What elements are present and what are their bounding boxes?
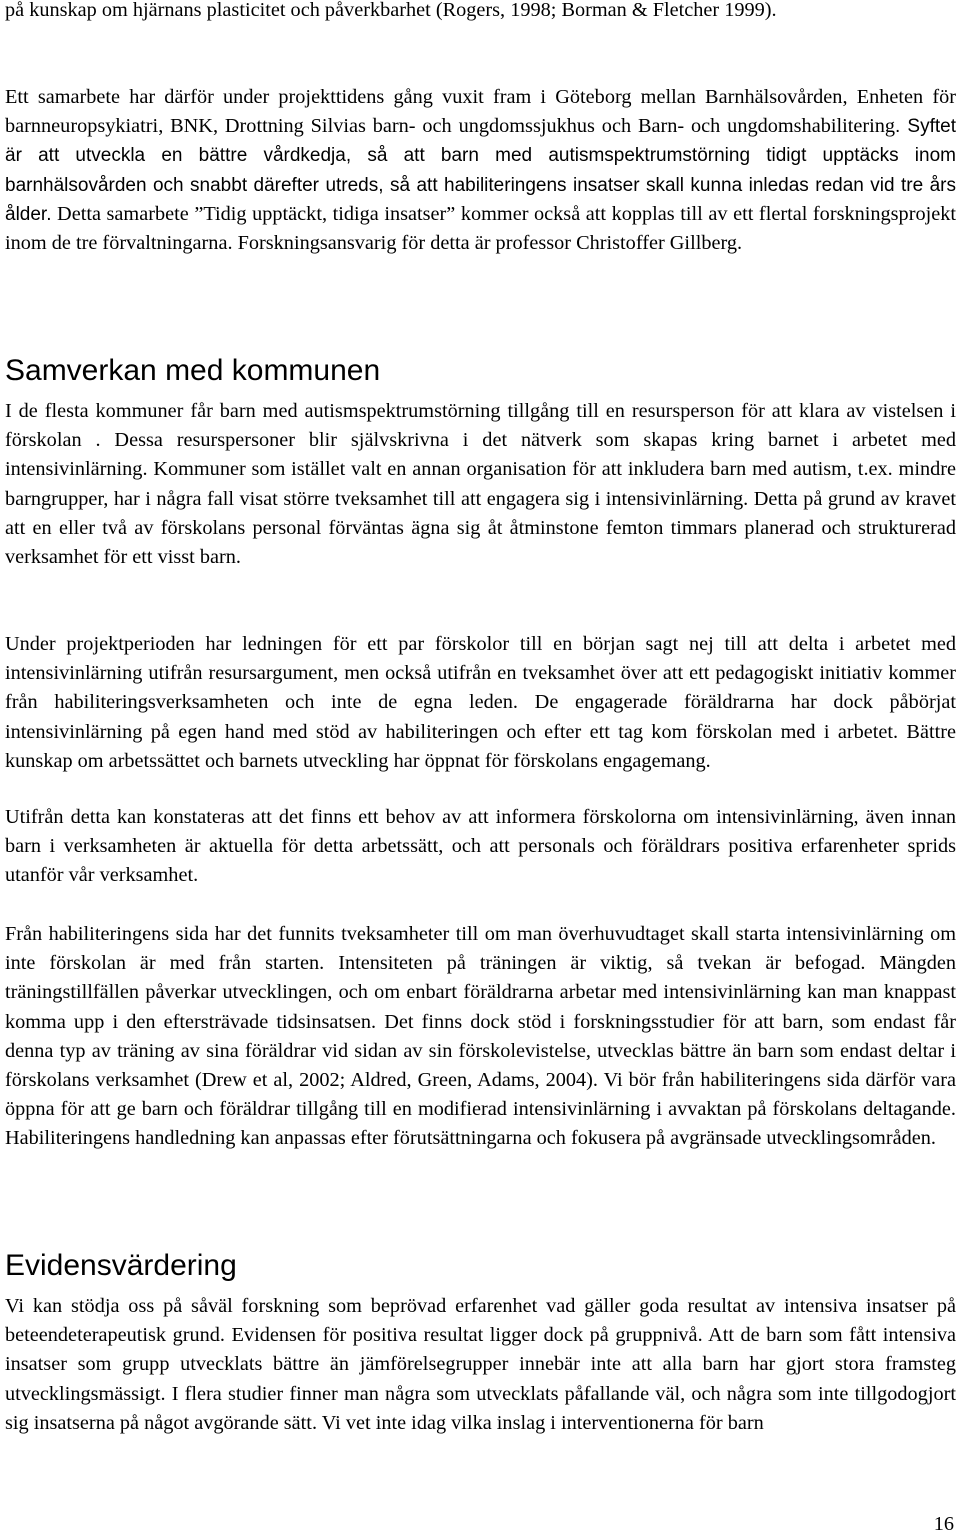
paragraph-projektperioden: Under projektperioden har ledningen för ett par förskolor till en början sagt nej till att delta i arbetet med intensivinlärning utifrån resursargument, men också utifrån en tveksamhet över att ett pedagogiskt initiativ kommer från habiliteringsverksamheten och inte de egna leden. De engagerade föräldrarna har dock påbörjat intensivinlärning på egen hand med stöd av habiliteringen och efter ett tag kom förskolan med i arbetet. Bättre kunskap om arbetssättet och barnets utveckling har öppnat för förskolans engagemang. <box>5 633 956 772</box>
paragraph-evidens: Vi kan stödja oss på såväl forskning som beprövad erfarenhet vad gäller goda resultat av intensiva insatser på beteendeterapeutisk grund. Evidensen för positiva resultat ligger dock på gruppnivå. Att de barn som fått intensiva insatser som grupp utvecklats bättre än jämförelsegrupper innebär inte att alla barn har gjort stora framsteg utvecklingsmässigt. I flera studier finner man några som utvecklats påfallande väl, och några som inte tillgodogjort sig insatserna på något avgörande sätt. Vi vet inte idag vilka inslag i interventionerna för barn <box>5 1295 956 1434</box>
paragraph-intro-tail: på kunskap om hjärnans plasticitet och påverkbarhet (Rogers, 1998; Borman & Fletcher 1999). <box>5 0 777 21</box>
collab-text-part-a: Ett samarbete har därför under projekttidens gång vuxit fram i Göteborg mellan Barnhälsovården, Enheten för barnneuropsykiatri, BNK, Drottning Silvias barn- och ungdomssjukhus och Barn- och ungdomshabilitering <box>5 86 956 138</box>
collab-text-part-c: Detta samarbete ”Tidig upptäckt, tidiga insatser” kommer också att kopplas till av ett flertal forskningsprojekt inom de tre förvaltningarna. Forskningsansvarig för detta är professor Christoffer Gillberg. <box>5 202 956 255</box>
heading-evidensvardering: Evidensvärdering <box>5 1249 237 1282</box>
paragraph-collaboration <box>5 83 956 258</box>
paragraph-utifran: Utifrån detta kan konstateras att det finns ett behov av att informera förskolorna om intensivinlärning, även innan barn i verksamheten är aktuella för detta arbetssätt, och att personals och föräldrars positiva erfarenheter sprids utanför vår verksamhet. <box>5 806 956 887</box>
heading-samverkan-kommunen: Samverkan med kommunen <box>5 354 381 387</box>
collab-text-part-b: . Syftet är att utveckla en bättre vårdkedja, så att barn med autismspektrumstörning tidigt upptäcks inom barnhälsovården och snabbt därefter utreds, så att habiliteringens insatser skall kunna inledas redan vid tre års ålder. <box>5 116 956 225</box>
page-number: 16 <box>933 1513 954 1535</box>
paragraph-kommunen: I de flesta kommuner får barn med autismspektrumstörning tillgång till en resursperson för att klara av vistelsen i förskolan . Dessa resurspersoner blir självskrivna i det nätverk som skapas kring barnet i arbetet med intensivinlärning. Kommuner som istället valt en annan organisation för att inkludera barn med autism, t.ex. mindre barngrupper, har i några fall visat större tveksamhet till att engagera sig i intensivinlärning. Detta på grund av kravet att en eller två av förskolans personal förväntas ägna sig åt åtminstone femton timmars planerad och strukturerad verksamhet för ett visst barn. <box>5 400 956 569</box>
paragraph-habiliteringens-sida: Från habiliteringens sida har det funnits tveksamheter till om man överhuvudtaget skall starta intensivinlärning om inte förskolan är med från starten. Intensiteten på träningen är viktig, så tvekan är befogad. Mängden träningstillfällen påverkar utvecklingen, och om enbart föräldrarna arbetar med intensivinlärning kan man knappast komma upp i den eftersträvade tidsinsatsen. Det finns dock stöd i forskningsstudier för att barn, som endast får denna typ av träning av sina föräldrar vid sidan av sin förskolevistelse, utvecklas bättre än barn som endast deltar i förskolans verksamhet (Drew et al, 2002; Aldred, Green, Adams, 2004). Vi bör från habiliteringens sida därför vara öppna för att ge barn och föräldrar tillgång till en modifierad intensivinlärning i avvaktan på förskolans deltagande. Habiliteringens handledning kan anpassas efter förutsättningarna och fokusera på avgränsade utvecklingsområden. <box>5 923 956 1150</box>
